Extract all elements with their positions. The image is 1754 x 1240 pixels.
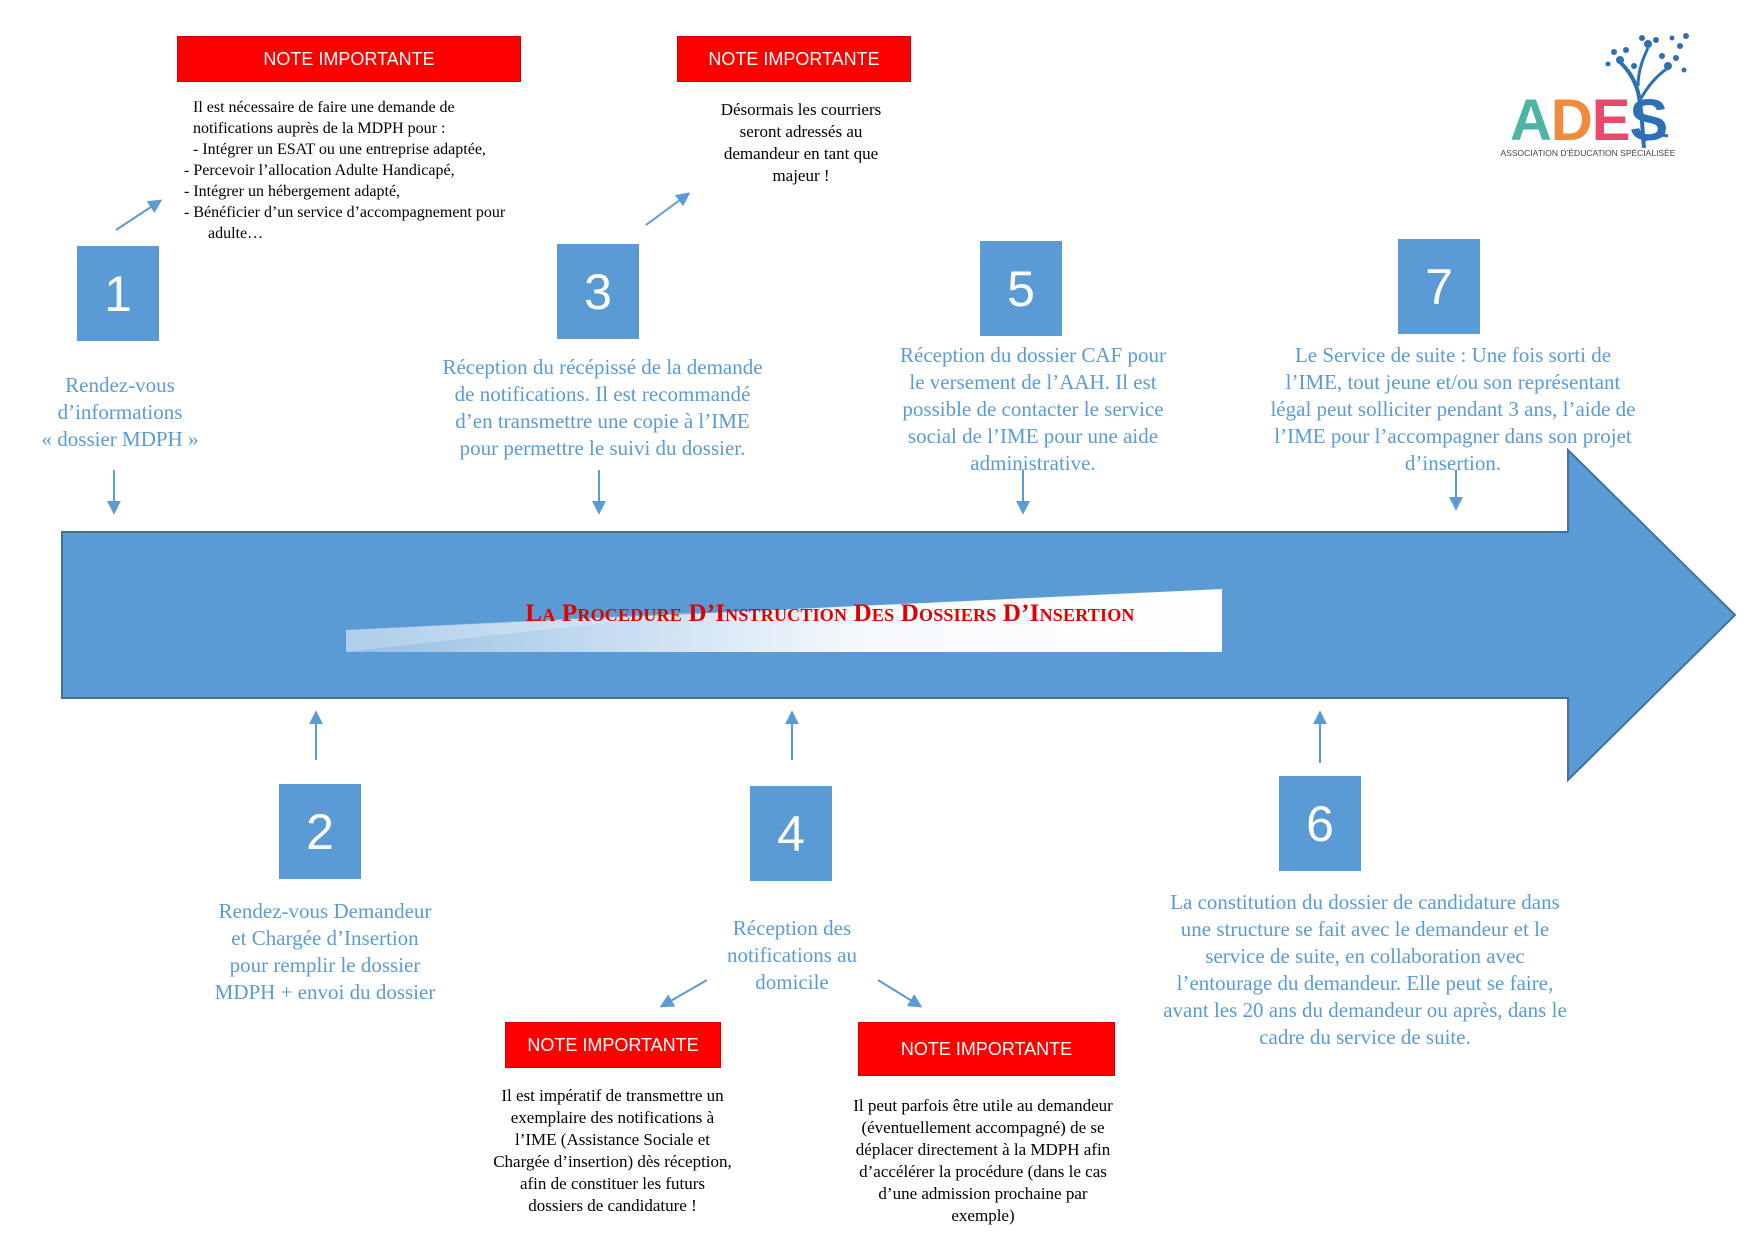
step-1-line: Rendez-vous [65, 373, 175, 397]
note-1-body [184, 97, 554, 244]
note-1-intro-line: notifications auprès de la MDPH pour : [193, 120, 446, 137]
note-2-line: seront adressés au [739, 122, 863, 141]
step-7-line: d’insertion. [1404, 451, 1502, 475]
step-7-line: l’IME pour l’accompagner dans son projet [1274, 424, 1632, 448]
diagram-title: La Procedure D’Instruction Des Dossiers D’Insertion [525, 600, 1135, 627]
note-4-body [818, 1095, 1148, 1227]
step-6-line: une structure se fait avec le demandeur et le [1180, 917, 1550, 941]
step-5-line: Réception du dossier CAF pour [900, 343, 1166, 367]
step-7-line: Le Service de suite : Une fois sorti de [1294, 343, 1612, 367]
step-6-line: avant les 20 ans du demandeur ou après, dans le [1163, 998, 1567, 1022]
note-3-line: l’IME (Assistance Sociale et [515, 1130, 710, 1149]
step-5-box: 5 [980, 241, 1062, 336]
logo-subtitle: ASSOCIATION D’ÉDUCATION SPÉCIALISÉE [1500, 148, 1676, 158]
step-2-line: Rendez-vous Demandeur [218, 899, 432, 923]
step-6-text [1120, 889, 1610, 1051]
note-3-line: Chargée d’insertion) dès réception, [493, 1152, 732, 1171]
note-4-line: Il peut parfois être utile au demandeur [853, 1096, 1113, 1115]
step-3-line: pour permettre le suivi du dossier. [459, 436, 746, 460]
note-3-line: dossiers de candidature ! [528, 1196, 697, 1215]
step-7-box: 7 [1398, 239, 1480, 334]
step-2-box: 2 [279, 784, 361, 879]
step-2-line: MDPH + envoi du dossier [214, 980, 436, 1004]
step-7-text [1238, 342, 1668, 477]
step-1-line: « dossier MDPH » [41, 427, 199, 451]
note-1-list-item: - Intégrer un hébergement adapté, [184, 183, 401, 200]
note-4-line: d’une admission prochaine par [878, 1184, 1088, 1203]
step-4-text [692, 915, 892, 996]
note-1-intro-line: Il est nécessaire de faire une demande de [193, 99, 455, 116]
step-5-line: social de l’IME pour une aide [907, 424, 1159, 448]
step-4-line: domicile [755, 970, 829, 994]
step-5-text [868, 342, 1198, 477]
step-1-text [20, 372, 220, 453]
step-3-line: Réception du récépissé de la demande [442, 355, 763, 379]
note-4-line: exemple) [951, 1206, 1015, 1225]
ades-logo [1480, 30, 1692, 165]
connector-note-2 [646, 194, 688, 225]
logo-letter-d: D [1550, 88, 1592, 153]
step-7-line: légal peut solliciter pendant 3 ans, l’aide de [1270, 397, 1636, 421]
logo-word [1510, 88, 1668, 153]
step-3-line: de notifications. Il est recommandé [454, 382, 751, 406]
step-6-line: service de suite, en collaboration avec [1205, 944, 1525, 968]
note-1-header: NOTE IMPORTANTE [177, 36, 521, 82]
step-5-line: administrative. [970, 451, 1096, 475]
note-3-header: NOTE IMPORTANTE [505, 1022, 721, 1068]
step-1-box: 1 [77, 246, 159, 341]
logo-letter-e: E [1591, 88, 1630, 153]
step-4-line: Réception des [732, 916, 852, 940]
step-2-line: pour remplir le dossier [229, 953, 421, 977]
note-2-line: Désormais les courriers [720, 100, 882, 119]
step-7-line: l’IME, tout jeune et/ou son représentant [1285, 370, 1621, 394]
note-2-body [677, 99, 925, 187]
step-2-text [185, 898, 465, 1006]
step-4-line: notifications au [726, 943, 858, 967]
step-3-line: d’en transmettre une copie à l’IME [455, 409, 750, 433]
note-3-line: Il est impératif de transmettre un [501, 1086, 724, 1105]
step-1-line: d’informations [57, 400, 183, 424]
logo-letter-s: S [1629, 88, 1668, 153]
step-4-box: 4 [750, 786, 832, 881]
note-1-list-item: - Bénéficier d’un service d’accompagnement pour adulte… [184, 204, 506, 242]
note-1-list-item: - Intégrer un ESAT ou une entreprise adaptée, [193, 141, 486, 158]
note-3-body [460, 1085, 765, 1217]
step-5-line: le versement de l’AAH. Il est [909, 370, 1157, 394]
step-6-line: l’entourage du demandeur. Elle peut se faire, [1176, 971, 1554, 995]
step-6-line: cadre du service de suite. [1259, 1025, 1471, 1049]
step-5-line: possible de contacter le service [902, 397, 1164, 421]
logo-letter-a: A [1510, 88, 1551, 153]
step-6-box: 6 [1279, 776, 1361, 871]
step-2-line: et Chargée d’Insertion [231, 926, 419, 950]
note-1-list [184, 139, 554, 244]
note-3-line: exemplaire des notifications à [510, 1108, 715, 1127]
note-3-line: afin de constituer les futurs [519, 1174, 706, 1193]
note-4-line: d’accélérer la procédure (dans le cas [859, 1162, 1107, 1181]
note-4-line: déplacer directement à la MDPH afin [855, 1140, 1111, 1159]
step-3-text [400, 354, 805, 462]
step-6-line: La constitution du dossier de candidature dans [1170, 890, 1560, 914]
note-2-line: majeur ! [772, 166, 830, 185]
step-3-box: 3 [557, 244, 639, 339]
note-2-header: NOTE IMPORTANTE [677, 36, 911, 82]
connector-note-1 [116, 201, 160, 230]
note-4-header: NOTE IMPORTANTE [858, 1022, 1115, 1076]
note-2-line: demandeur en tant que [723, 144, 879, 163]
note-4-line: (éventuellement accompagné) de se [861, 1118, 1105, 1137]
note-1-list-item: - Percevoir l’allocation Adulte Handicapé, [184, 162, 455, 179]
